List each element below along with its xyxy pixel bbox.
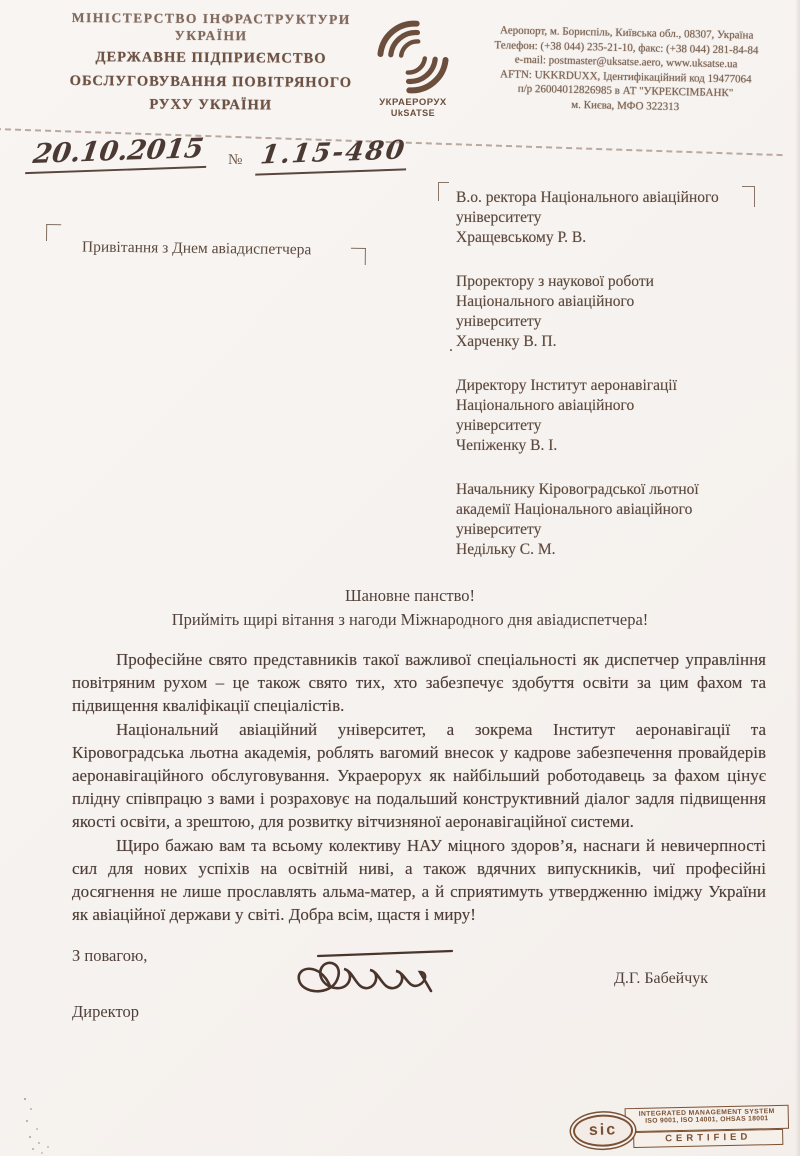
addressee-corner-mark-left [438,182,449,201]
number-sign-label: № [228,152,243,168]
stamp-standards-line: ISO 9001, ISO 14001, OHSAS 18001 [645,1115,769,1125]
subject-corner-mark-right [351,248,366,265]
addressee-line: Національного авіаційного [456,397,635,414]
scan-edge-shade [795,0,800,1156]
scan-speckle-noise [24,1098,26,1100]
body-paragraph-3: Щиро бажаю вам та всьому колективу НАУ міцного здоров’я, наснаги й невичерпності сил для нових успіхів на освітній ниві, а також вдячних випускників, чиї професійні досягнення не лише прославлять альма-матер, а й сприятимуть утвердженню іміджу України як авіаційної держави у світі. Добра всім, щастя і миру! [72,835,766,925]
addressee-line: університету [456,313,542,330]
handwritten-outgoing-number: 1.15-480 [255,135,411,175]
addressee-line: В.о. ректора Національного авіаційного [456,189,719,206]
stray-ink-mark: . [449,338,453,355]
contact-bank-account: п/р 26004012826985 в АТ "УКРЕКСІМБАНК" [517,82,734,100]
enterprise-name-line2: ОБСЛУГОВУВАННЯ ПОВІТРЯНОГО [69,72,353,91]
uksatse-logo [363,20,463,118]
addressee-line: академії Національного авіаційного [456,501,693,518]
salutation-line2: Прийміть щирі вітання з нагоди Міжнародного дня авіадиспетчера! [171,610,649,629]
addressee-academy-head [456,480,756,560]
addressee-line: Проректору з наукової роботи [456,273,654,290]
salutation-block [60,586,760,630]
letter-body [72,648,766,926]
signature-title: Директор [72,1002,139,1021]
sic-logo-icon: sic [573,1114,634,1147]
stamp-system-line: INTEGRATED MANAGEMENT SYSTEM [638,1108,775,1118]
logo-name-english: UkSATSE [390,108,436,118]
handwritten-date: 20.10.2015 [25,133,211,174]
contact-address: Аеропорт, м. Бориспіль, Київська обл., 08307, Україна [499,24,754,42]
ministry-name-line1: МІНІСТЕРСТВО ІНФРАСТРУКТУРИ [71,10,351,27]
logo-name-ukrainian: УКРАЕРОРУХ [379,97,447,108]
addressee-line: університету [456,417,542,434]
addressee-line: Чепіженку В. І. [456,437,558,454]
addressee-line: Національного авіаційного [456,293,635,310]
addressee-institute-director [456,376,756,456]
addressee-line: Хращевському Р. В. [456,229,587,246]
addressee-rector [456,188,756,248]
letterhead-organization [52,9,371,116]
addressee-line: університету [456,209,542,226]
uksatse-emblem-icon [363,20,463,94]
stamp-certified-label: CERTIFIED [633,1129,783,1148]
subject-corner-mark-left [46,224,61,241]
ministry-name-line2: УКРАЇНИ [174,27,248,44]
body-paragraph-1: Професійне свято представників такої важливої спеціальності як диспетчер управління повітряним рухом – це також свято тих, хто забезпечує здобуття освіти за цим фахом та підвищення кваліфікації спеціалістів. [72,650,766,716]
body-paragraph-2: Національний авіаційний університет, а зокрема Інститут аеронавігації та Кіровоградська льотна академія, роблять вагомий внесок у кадрове забезпечення провайдерів аеронавігаційного обслуговування. Украерорух як найбільший роботодавець за фахом цінує плідну співпрацю з вами і розраховує на подальший конструктивний діалог задля підвищення якості освіти, а зрештою, для розвитку вітчизняної аеронавігаційної системи. [72,719,766,832]
handwritten-signature-icon [290,944,465,1011]
stamp-system-box [625,1105,789,1132]
addressee-line: Начальнику Кіровоградської льотної [456,481,699,498]
addressee-vice-rector [456,272,756,352]
letterhead-contacts [457,22,795,116]
addressee-line: університету [456,521,542,538]
signature-closing: З повагою, [72,946,148,965]
certification-stamp [573,1104,792,1153]
enterprise-name-line3: РУХУ УКРАЇНИ [149,96,273,114]
addressee-line: Недільку С. М. [456,541,556,558]
signature-name: Д.Г. Бабейчук [614,970,709,987]
contact-aftn-code: AFTN: UKKRDUXX, Ідентифікаційний код 19477064 [500,67,752,86]
subject-block [46,224,366,260]
addressee-line: Директору Інститут аеронавігації [456,377,677,394]
subject-line: Привітання з Днем авіадиспетчера [81,238,312,259]
contact-phone-fax: Телефон: (+38 044) 235-21-10, факс: (+38 044) 281-84-84 [494,38,759,57]
contact-email-web: e-mail: postmaster@uksatse.aero, www.uksatse.ua [514,53,738,71]
addressee-line: Харченку В. П. [456,333,557,350]
enterprise-name-line1: ДЕРЖАВНЕ ПІДПРИЄМСТВО [95,49,327,67]
contact-bank-city-mfo: м. Києва, МФО 322313 [571,98,680,113]
salutation-line1: Шановне панство! [344,586,476,605]
addressee-block [456,188,756,584]
